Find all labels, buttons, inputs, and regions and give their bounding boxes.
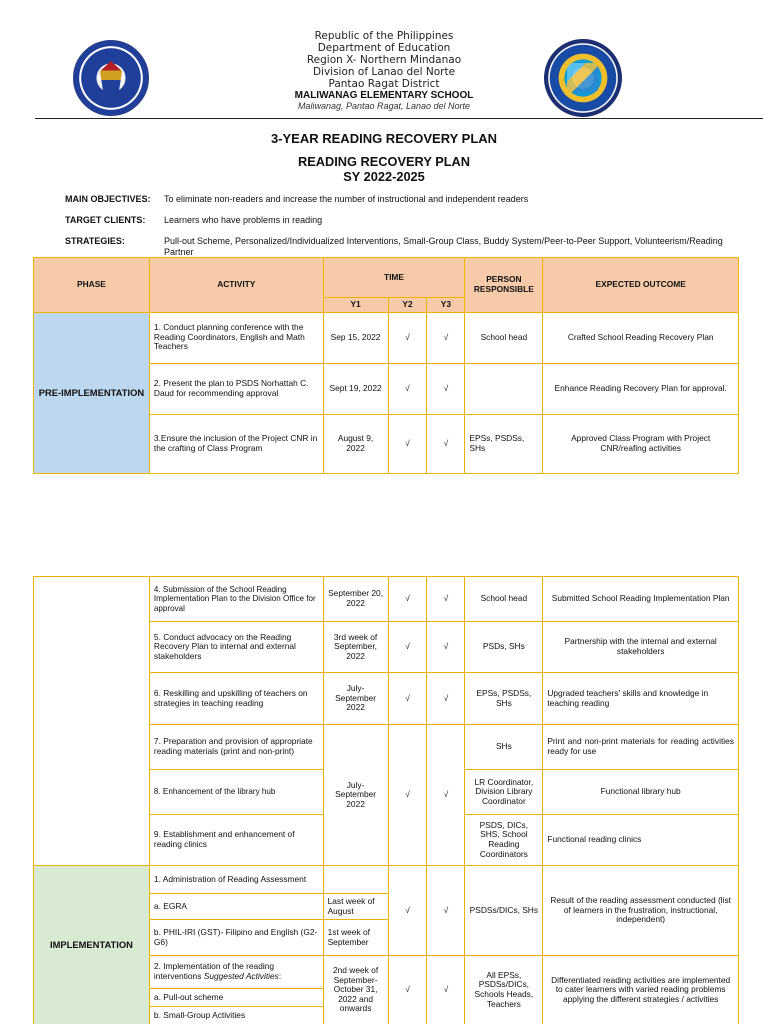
assessment-heading: 1. Administration of Reading Assessment: [149, 866, 323, 894]
activity-cell: 1. Conduct planning conference with the Reading Coordinators, English and Math Teachers: [149, 312, 323, 363]
strategies-label: STRATEGIES:: [65, 236, 125, 246]
interventions-heading-punctuation: :: [278, 971, 282, 981]
plan-title: READING RECOVERY PLAN: [297, 154, 471, 169]
time-cell: 1st week of September: [323, 920, 388, 956]
time-cell: Sep 15, 2022: [323, 312, 388, 363]
person-cell: EPSs, PSDSs, SHs: [465, 673, 543, 725]
year-3-check: √: [427, 414, 465, 473]
outcome-cell: Submitted School Reading Implementation Plan: [543, 577, 739, 622]
year-3-check: √: [427, 956, 465, 1024]
person-cell: SHs: [465, 725, 543, 770]
document-title: 3-YEAR READING RECOVERY PLAN: [270, 131, 498, 146]
target-clients-row: [65, 215, 755, 226]
school-address: Maliwanag, Pantao Ragat, Lanao del Norte: [297, 101, 471, 111]
outcome-cell: Print and non-print materials for reading activities ready for use: [543, 725, 739, 770]
main-objectives-row: [65, 194, 755, 205]
intervention-item: a. Pull-out scheme: [149, 989, 323, 1007]
school-seal-icon: [544, 39, 622, 117]
year-3-check: √: [427, 577, 465, 622]
target-clients-label: TARGET CLIENTS:: [65, 215, 146, 225]
main-objectives-value: To eliminate non-readers and increase the number of instructional and independent readers: [164, 194, 529, 204]
year-2-check: √: [388, 725, 427, 866]
header-line-4: Division of Lanao del Norte: [312, 66, 456, 78]
time-cell: September 20, 2022: [323, 577, 388, 622]
strategies-row: [65, 236, 755, 258]
activity-cell: 5. Conduct advocacy on the Reading Recovery Plan to internal and external stakeholders: [149, 622, 323, 673]
activity-cell: 7. Preparation and provision of appropriate reading materials (print and non-print): [149, 725, 323, 770]
year-2-check: √: [388, 414, 427, 473]
header-lines: [0, 30, 768, 112]
header-line-5: Pantao Ragat District: [328, 78, 440, 90]
activity-cell: 8. Enhancement of the library hub: [149, 770, 323, 815]
year-3-check: √: [427, 725, 465, 866]
activity-cell: 6. Reskilling and upskilling of teachers on strategies in teaching reading: [149, 673, 323, 725]
time-cell: 2nd week of September-October 31, 2022 and onwards: [323, 956, 388, 1024]
outcome-header: EXPECTED OUTCOME: [543, 258, 739, 313]
person-cell: PSDS, DICs, SHS, School Reading Coordinators: [465, 815, 543, 866]
assessment-item: b. PHIL-IRI (GST)- Filipino and English (G2-G6): [149, 920, 323, 956]
outcome-cell: Upgraded teachers' skills and knowledge in teaching reading: [543, 673, 739, 725]
y1-header: Y1: [323, 298, 388, 313]
year-2-check: √: [388, 312, 427, 363]
year-3-check: √: [427, 363, 465, 414]
year-3-check: √: [427, 622, 465, 673]
school-name: MALIWANAG ELEMENTARY SCHOOL: [294, 90, 474, 101]
outcome-cell: Functional reading clinics: [543, 815, 739, 866]
person-cell: School head: [465, 312, 543, 363]
year-2-check: √: [388, 363, 427, 414]
time-cell: Last week of August: [323, 894, 388, 920]
school-year: SY 2022-2025: [343, 169, 425, 184]
pre-implementation-table: [33, 257, 739, 474]
header-line-2: Department of Education: [317, 42, 451, 54]
suggested-activities-label: Suggested Activities: [203, 971, 279, 981]
outcome-cell: Result of the reading assessment conducted (list of learners in the frustration, instructional, independent): [543, 866, 739, 956]
person-header: PERSON RESPONSIBLE: [465, 258, 543, 313]
activity-cell: 3.Ensure the inclusion of the Project CNR in the crafting of Class Program: [149, 414, 323, 473]
year-2-check: √: [388, 622, 427, 673]
assessment-heading-row: [34, 866, 739, 894]
outcome-cell: Partnership with the internal and external stakeholders: [543, 622, 739, 673]
table-row: [34, 577, 739, 622]
year-2-check: √: [388, 577, 427, 622]
implementation-phase: IMPLEMENTATION: [34, 866, 150, 1024]
activity-cell: 9. Establishment and enhancement of reading clinics: [149, 815, 323, 866]
document-subtitle: [0, 154, 768, 184]
pre-implementation-phase: PRE-IMPLEMENTATION: [34, 312, 150, 473]
outcome-cell: Enhance Reading Recovery Plan for approval.: [543, 363, 739, 414]
document-header: [0, 30, 768, 115]
time-cell: July-September 2022: [323, 725, 388, 866]
phase-header: PHASE: [34, 258, 150, 313]
y3-header: Y3: [427, 298, 465, 313]
activity-cell: 2. Present the plan to PSDS Norhattah C. Daud for recommending approval: [149, 363, 323, 414]
header-divider: [35, 118, 763, 119]
year-2-check: √: [388, 866, 427, 956]
continued-plan-table: [33, 576, 739, 1024]
year-3-check: √: [427, 866, 465, 956]
y2-header: Y2: [388, 298, 427, 313]
time-cell: 3rd week of September, 2022: [323, 622, 388, 673]
person-cell: All EPSs, PSDSs/DICs, Schools Heads, Teachers: [465, 956, 543, 1024]
assessment-item: a. EGRA: [149, 894, 323, 920]
header-line-1: Republic of the Philippines: [314, 30, 454, 42]
outcome-cell: Approved Class Program with Project CNR/reafing activities: [543, 414, 739, 473]
table-row: [34, 312, 739, 363]
outcome-cell: Crafted School Reading Recovery Plan: [543, 312, 739, 363]
year-3-check: √: [427, 673, 465, 725]
person-cell: EPSs, PSDSs, SHs: [465, 414, 543, 473]
strategies-value: Pull-out Scheme, Personalized/Individualized Interventions, Small-Group Class, Buddy System/Peer-to-Peer Support, Volunteerism/Reading Partner: [164, 236, 723, 257]
time-cell: July-September 2022: [323, 673, 388, 725]
target-clients-value: Learners who have problems in reading: [164, 215, 323, 225]
assessment-heading-time: [323, 866, 388, 894]
person-cell: LR Coordinator, Division Library Coordinator: [465, 770, 543, 815]
outcome-cell: Differentiated reading activities are implemented to cater learners with varied reading problems applying the different strategies / activities: [543, 956, 739, 1024]
time-header: TIME: [323, 258, 465, 298]
interventions-heading-text: 2. Implementation of the reading interventions: [153, 961, 275, 981]
year-2-check: √: [388, 956, 427, 1024]
outcome-cell: Functional library hub: [543, 770, 739, 815]
time-cell: August 9, 2022: [323, 414, 388, 473]
activity-cell: 4. Submission of the School Reading Implementation Plan to the Division Office for approval: [149, 577, 323, 622]
person-cell: PSDs, SHs: [465, 622, 543, 673]
activity-header: ACTIVITY: [149, 258, 323, 313]
year-2-check: √: [388, 673, 427, 725]
person-cell: School head: [465, 577, 543, 622]
interventions-heading: [149, 956, 323, 989]
intervention-item: b. Small-Group Activities: [149, 1007, 323, 1024]
time-cell: Sept 19, 2022: [323, 363, 388, 414]
main-objectives-label: MAIN OBJECTIVES:: [65, 194, 151, 204]
table-header-row: [34, 258, 739, 298]
person-cell: PSDSs/DICs, SHs: [465, 866, 543, 956]
person-cell: [465, 363, 543, 414]
year-3-check: √: [427, 312, 465, 363]
continued-phase-cell: [34, 577, 150, 866]
header-line-3: Region X- Northern Mindanao: [306, 54, 462, 66]
